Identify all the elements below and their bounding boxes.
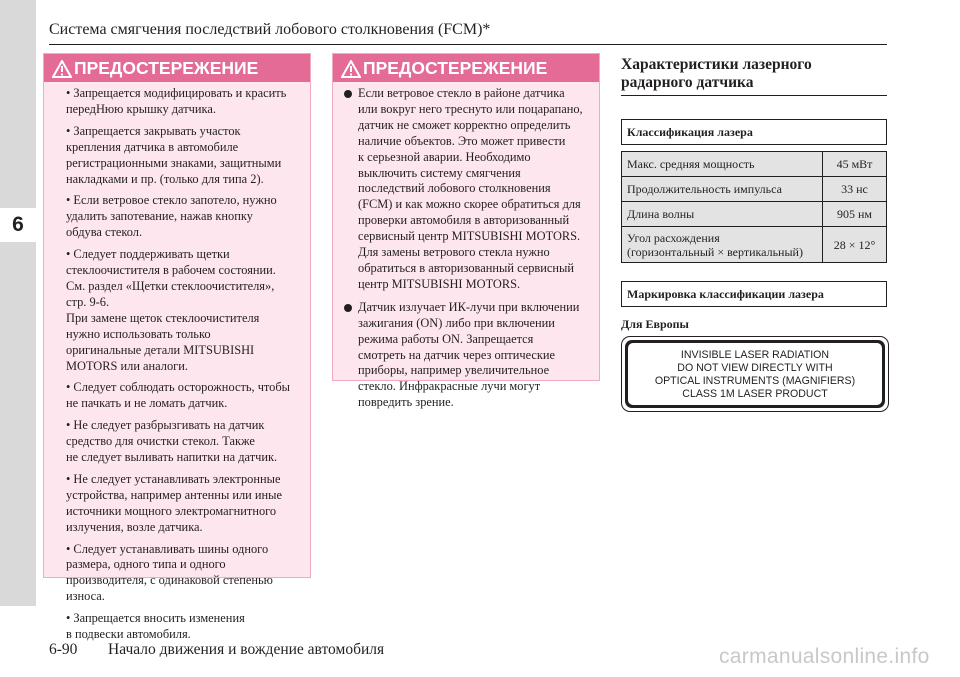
warning-item-line: производителя, с одинаковой степенью <box>66 573 273 588</box>
warning-header <box>44 54 310 82</box>
warning-item-line: См. раздел «Щетки стеклоочистителя», <box>66 278 275 293</box>
warning-item-line: Датчик излучает ИК-лучи при включении <box>358 299 580 314</box>
warning-item-line: • Запрещается модифицировать и красить <box>66 86 287 100</box>
warning-item-line: средство для очистки стекол. Также <box>66 434 255 449</box>
warning-item-line: регистрационными знаками, защитными <box>66 155 282 170</box>
warning-list <box>44 82 310 653</box>
warning-item <box>52 472 302 536</box>
laser-specs-table <box>621 151 887 263</box>
table-row <box>622 227 887 263</box>
spec-parameter-line: Продолжительность импульса <box>627 181 782 196</box>
warning-list <box>333 82 599 422</box>
chapter-side-tab <box>0 0 36 606</box>
section-divider <box>621 95 887 96</box>
warning-item-line: Для замены ветрового стекла нужно <box>358 245 550 260</box>
warning-item-line: наличие объектов. Это может привести <box>358 133 566 148</box>
section-title-line: радарного датчика <box>621 74 754 91</box>
chapter-number: 6 <box>0 208 36 242</box>
warning-item-line: • Запрещается закрывать участок <box>66 123 241 138</box>
footer-chapter-title: Начало движения и вождение автомобиля <box>108 641 385 658</box>
warning-item-line: износа. <box>66 589 105 604</box>
warning-item-line: • Запрещается вносить изменения <box>66 611 245 626</box>
warning-item-line: не пачкать и не ломать датчик. <box>66 396 228 411</box>
laser-warning-label <box>621 336 889 412</box>
region-label: Для Европы <box>621 317 689 331</box>
warning-item-line: не следует выливать напитки на датчик. <box>66 450 278 465</box>
section-title-line: Характеристики лазерного <box>621 56 812 73</box>
spec-parameter-line: (горизонтальный × вертикальный) <box>627 244 803 259</box>
warning-item-line: сервисный центр MITSUBISHI MOTORS. <box>358 229 581 244</box>
warning-item-line: Если ветровое стекло в районе датчика <box>358 86 565 100</box>
warning-box-1 <box>43 53 311 642</box>
bullet-icon <box>344 90 352 98</box>
warning-item-line: зажигания (ON) либо при включении <box>358 315 555 330</box>
spec-parameter <box>622 202 823 227</box>
header-divider <box>49 44 887 45</box>
warning-item-line: нужно использовать только <box>66 326 211 341</box>
warning-triangle-icon <box>341 60 361 78</box>
warning-item <box>52 124 302 188</box>
page-number: 6-90 <box>49 641 78 658</box>
warning-item-line: стеклоочистителя в рабочем состоянии. <box>66 263 276 278</box>
warning-item-line: последствий лобового столкновения <box>358 181 551 196</box>
warning-item-line: источники мощного электромагнитного <box>66 503 277 518</box>
warning-item-line: смотреть на датчик через оптические <box>358 347 556 362</box>
warning-item-line: • Не следует разбрызгивать на датчик <box>66 418 265 433</box>
spec-value: 905 нм <box>823 202 887 227</box>
warning-item-line: обратиться в авторизованный сервисный <box>358 260 574 275</box>
warning-item <box>52 542 302 606</box>
warning-item-line: удалить запотевание, нажав кнопку <box>66 209 253 224</box>
spec-value: 33 нс <box>823 177 887 202</box>
warning-item-line: повредить зрение. <box>358 395 454 410</box>
warning-item-line: стекло. Инфракрасные лучи могут <box>358 379 541 394</box>
warning-item-line: • Следует устанавливать шины одного <box>66 541 269 556</box>
warning-item-line: обдува стекол. <box>66 225 143 240</box>
spec-value: 28 × 12° <box>823 227 887 263</box>
laser-label-line: DO NOT VIEW DIRECTLY WITH <box>677 362 833 374</box>
spec-parameter-line: Угол расхождения <box>627 230 720 245</box>
warning-item-line: (FCM) и как можно скорее обратиться для <box>358 197 581 212</box>
warning-item-line: выключить систему смягчения <box>358 165 521 180</box>
spec-parameter-line: Макс. средняя мощность <box>627 156 755 171</box>
warning-item-line: режима работы ON. Запрещается <box>358 331 534 346</box>
warning-item-line: проверки автомобиля в авторизованный <box>358 213 570 228</box>
laser-label-text <box>628 343 882 405</box>
watermark: carmanualsonline.info <box>719 645 930 668</box>
warning-item-line: размера, одного типа и одного <box>66 557 226 572</box>
warning-item-line: крепления датчика в автомобиле <box>66 139 239 154</box>
warning-item-line: датчик не сможет корректно определить <box>358 117 571 132</box>
warning-box-2 <box>332 53 600 410</box>
warning-item-line: к серьезной аварии. Необходимо <box>358 149 531 164</box>
warning-heading: ПРЕДОСТЕРЕЖЕНИЕ <box>74 58 259 78</box>
classification-heading: Классификация лазера <box>621 119 887 145</box>
warning-item <box>341 86 591 293</box>
warning-item-line: приборы, например увеличительное <box>358 363 550 378</box>
warning-item <box>52 247 302 374</box>
marking-heading: Маркировка классификации лазера <box>621 281 887 307</box>
warning-item-line: излучения, возле датчика. <box>66 519 203 534</box>
section-title <box>621 56 812 92</box>
warning-item-line: стр. 9-6. <box>66 294 110 309</box>
warning-item-line: При замене щеток стеклоочистителя <box>66 310 260 325</box>
warning-item <box>52 418 302 466</box>
warning-item <box>52 611 302 643</box>
warning-item-line: или вокруг него треснуто или поцарапано, <box>358 101 583 116</box>
warning-item-line: оригинальные детали MITSUBISHI <box>66 342 255 357</box>
table-row <box>622 152 887 177</box>
warning-item-line: MOTORS или аналоги. <box>66 358 188 373</box>
warning-item-line: • Следует соблюдать осторожность, чтобы <box>66 380 291 395</box>
spec-value: 45 мВт <box>823 152 887 177</box>
warning-item-line: • Следует поддерживать щетки <box>66 247 230 262</box>
warning-item-line: центр MITSUBISHI MOTORS. <box>358 276 521 291</box>
warning-item-line: • Не следует устанавливать электронные <box>66 471 281 486</box>
bullet-icon <box>344 304 352 312</box>
table-row <box>622 177 887 202</box>
laser-label-line: INVISIBLE LASER RADIATION <box>680 349 830 361</box>
spec-parameter <box>622 177 823 202</box>
warning-item <box>341 300 591 411</box>
warning-item <box>52 86 302 118</box>
spec-parameter <box>622 152 823 177</box>
warning-header <box>333 54 599 82</box>
warning-item-line: в подвески автомобиля. <box>66 627 191 642</box>
page-header-title: Система смягчения последствий лобового столкновения (FCM)* <box>49 21 491 38</box>
warning-heading: ПРЕДОСТЕРЕЖЕНИЕ <box>363 58 548 78</box>
laser-label-line: OPTICAL INSTRUMENTS (MAGNIFIERS) <box>654 375 856 387</box>
spec-parameter-line: Длина волны <box>627 206 695 221</box>
warning-item <box>52 380 302 412</box>
warning-item-line: накладками и пр. (только для типа 2). <box>66 171 264 186</box>
warning-item-line: устройства, например антенны или иные <box>66 487 282 502</box>
warning-item-line: передНюю крышку датчика. <box>66 101 216 116</box>
laser-label-line: CLASS 1M LASER PRODUCT <box>682 388 828 400</box>
warning-item <box>52 193 302 241</box>
warning-item-line: • Если ветровое стекло запотело, нужно <box>66 193 277 208</box>
warning-triangle-icon <box>52 60 72 78</box>
spec-parameter <box>622 227 823 263</box>
table-row <box>622 202 887 227</box>
